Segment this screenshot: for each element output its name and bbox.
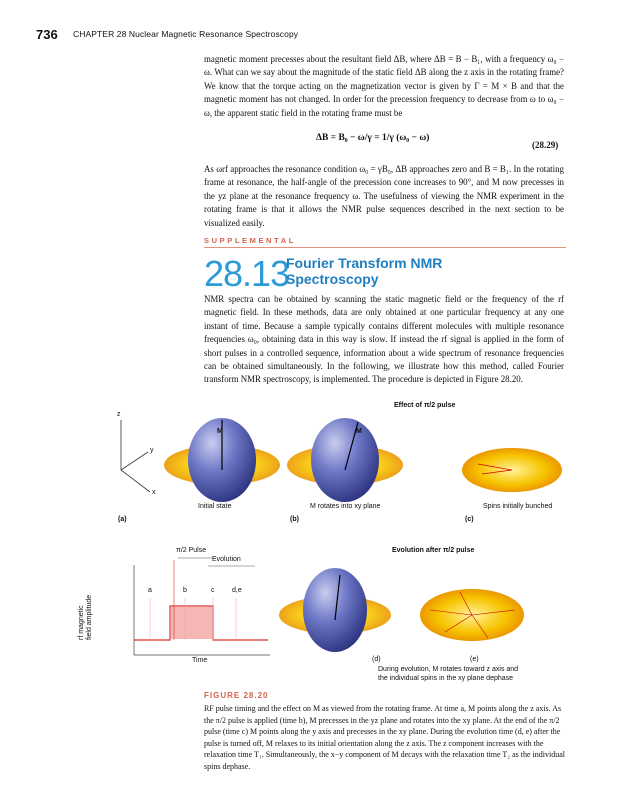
equation-number: (28.29) bbox=[532, 140, 559, 150]
supplemental-label: SUPPLEMENTAL bbox=[204, 236, 296, 245]
running-header: CHAPTER 28 Nuclear Magnetic Resonance Spectroscopy bbox=[73, 29, 299, 39]
intro-paragraph-2: As ωrf approaches the resonance condition ω₀ = γB₀, ΔB approaches zero and B = B₁. In the rotating frame at resonance, the half-angle of the precession cone increases to 90°, and M now precesses in the yz plane at the resonance frequency ω. The usefulness of viewing the NMR experiment in the rotating frame is that it allows the NMR pulse sequences described in the next section to be visualized easily. bbox=[204, 164, 564, 228]
section-title-line-1: Fourier Transform NMR bbox=[286, 255, 443, 271]
panel-d-diagram bbox=[279, 568, 391, 652]
panel-c-diagram bbox=[462, 448, 562, 492]
axis-y-label: y bbox=[150, 447, 154, 454]
evolution-after-label: Evolution after π/2 pulse bbox=[392, 547, 475, 554]
point-de: d,e bbox=[232, 587, 242, 594]
point-c: c bbox=[211, 587, 215, 594]
figure-caption-text: RF pulse timing and the effect on M as viewed from the rotating frame. At time a, M points along the z axis. As the π/2 pulse is applied (time b), M precesses in the yz plane and rotates into the xy plane. At the end of the π/2 pulse (time c) M points along the y axis and precesses in the xy plane. During the evolution time (d, e) after the pulse is turned off, M relaxes to its initial orientation along the z axis. The z component increases with the relaxation time T₁. Simultaneously, the x−y component of M decays with the relaxation time T₂ as the individual spins dephase. bbox=[204, 704, 565, 771]
axis-x-label: x bbox=[152, 489, 156, 496]
time-label: Time bbox=[192, 657, 208, 664]
intro-paragraph: magnetic moment precesses about the resultant field ΔB, where ΔB = B − B₁, with a frequency ω₀ − ω. What can we say about the magnitude of the static field ΔB along the z axis in the rotating frame? We know that the torque acting on the magnetization vector is given by Γ = M × B and that the magnetic moment has not changed. In order for the precession frequency to decrease from ω to ω₀ − ω, the apparent static field in the rotating frame must be bbox=[204, 54, 564, 118]
pulse-ylabel-2: field amplitude bbox=[86, 594, 93, 640]
tag-a: (a) bbox=[118, 516, 127, 523]
point-b: b bbox=[183, 587, 187, 594]
equation: ΔB = B₀ − ω/γ = 1/γ (ω₀ − ω) bbox=[316, 133, 430, 143]
axis-z-label: z bbox=[117, 411, 121, 418]
vector-m-a: M bbox=[217, 428, 223, 435]
caption-c: Spins initially bunched bbox=[483, 503, 553, 510]
coordinate-axes bbox=[121, 420, 150, 492]
panel-b-diagram bbox=[287, 418, 403, 502]
tag-e: (e) bbox=[470, 656, 479, 663]
pulse-plot bbox=[134, 558, 270, 655]
caption-b: M rotates into xy plane bbox=[310, 503, 381, 510]
effect-label: Effect of π/2 pulse bbox=[394, 402, 456, 409]
tag-b: (b) bbox=[290, 516, 299, 523]
pulse-ylabel bbox=[78, 595, 94, 640]
page-number: 736 bbox=[36, 27, 58, 42]
tag-c: (c) bbox=[465, 516, 474, 523]
caption-e-line-1: During evolution, M rotates toward z axis and bbox=[378, 666, 519, 673]
vector-m-b: M bbox=[356, 428, 362, 435]
caption-a: Initial state bbox=[198, 503, 232, 510]
pulse-label: π/2 Pulse bbox=[176, 547, 207, 554]
pulse-ylabel-1: rf magnetic bbox=[78, 605, 85, 640]
panel-e-diagram bbox=[420, 589, 524, 641]
figure-caption-title: FIGURE 28.20 bbox=[204, 691, 269, 700]
tag-d: (d) bbox=[372, 656, 381, 663]
point-a: a bbox=[148, 587, 152, 594]
section-title-line-2: Spectroscopy bbox=[286, 271, 379, 287]
evolution-label: Evolution bbox=[212, 556, 241, 563]
section-paragraph: NMR spectra can be obtained by scanning the static magnetic field or the frequency of the rf magnetic field. In these methods, data are only obtained at one particular frequency at any one instant of time. Because a sample typically contains different molecules with multiple resonance frequencies ω₀, obtaining data in this way is slow. If instead the rf signal is applied in the form of short pulses in a controlled sequence, information about a wide spectrum of resonance frequencies can be obtained simultaneously. In the following, we illustrate how this method, called Fourier transform NMR spectroscopy, is implemented. The procedure is depicted in Figure 28.20. bbox=[204, 294, 564, 385]
section-number: 28.13 bbox=[204, 253, 290, 294]
caption-e-line-2: the individual spins in the xy plane dephase bbox=[378, 675, 514, 682]
